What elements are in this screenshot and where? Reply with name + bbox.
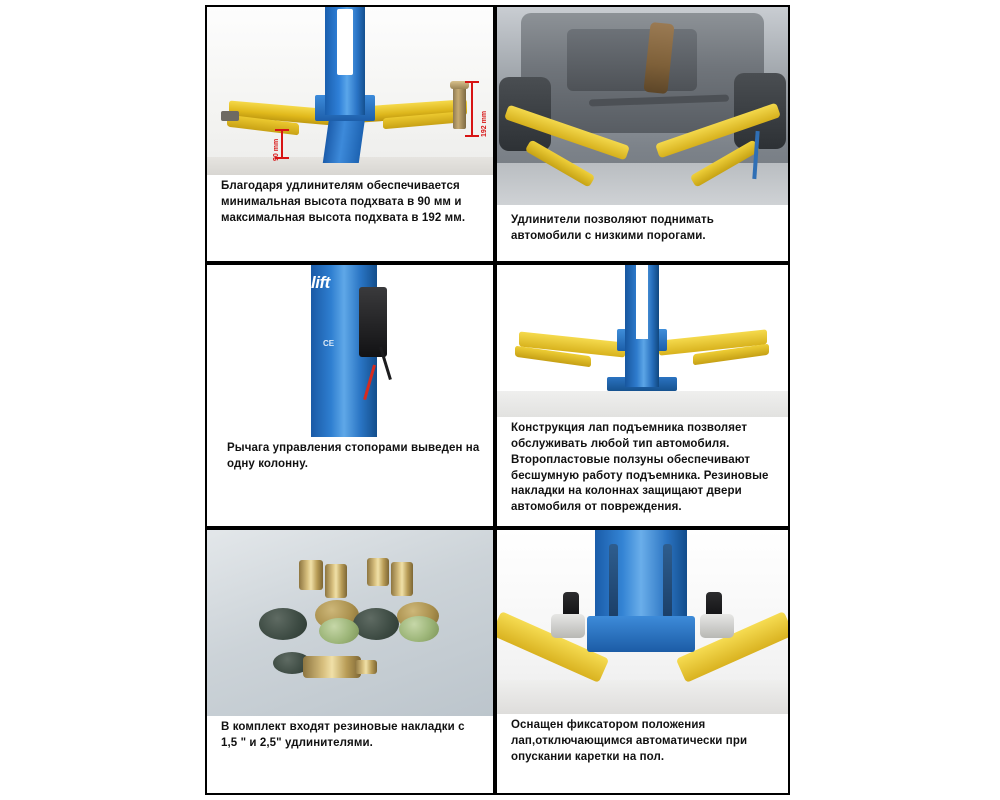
min-pickup-height-dimension: 90 mm xyxy=(273,138,280,161)
feature-caption-6: Оснащен фиксатором положения лап,отключающимся автоматически при опускании каретки на пол. xyxy=(511,719,748,763)
feature-panel-3 xyxy=(205,263,495,528)
ce-marking-label: CE xyxy=(323,339,335,348)
feature-panel-5 xyxy=(205,528,495,795)
max-pickup-height-dimension: 192 mm xyxy=(481,110,488,137)
arm-restraint-close-up-image xyxy=(497,530,788,714)
feature-panel-6 xyxy=(495,528,790,795)
feature-panel-grid xyxy=(205,5,790,795)
brand-logo-text: lift xyxy=(311,273,330,292)
rubber-pads-and-extenders-kit-image xyxy=(207,530,493,716)
car-underside-on-lift-image xyxy=(497,7,788,205)
feature-panel-2 xyxy=(495,5,790,263)
lock-release-lever-on-column-image xyxy=(207,265,493,437)
feature-caption-4: Конструкция лап подъемника позволяет обслуживать любой тип автомобиля. Второпластовые ползуны обеспечивают бесшумную работу подъемника. Резиновые накладки на колоннах защищают двери автомобиля от повреждения. xyxy=(511,422,769,514)
feature-caption-1: Благодаря удлинителям обеспечивается минимальная высота подхвата в 90 мм и максимальная высота подхвата в 192 мм. xyxy=(221,180,466,224)
lift-arms-front-view-image xyxy=(497,265,788,417)
feature-panel-1 xyxy=(205,5,495,263)
lift-arm-extenders-with-dimensions-image xyxy=(207,7,493,175)
feature-caption-2: Удлинители позволяют поднимать автомобили с низкими порогами. xyxy=(511,214,714,242)
feature-caption-3: Рычага управления стопорами выведен на одну колонну. xyxy=(227,442,480,470)
feature-caption-5: В комплект входят резиновые накладки с 1,5 " и 2,5" удлинителями. xyxy=(221,721,465,749)
feature-panel-4 xyxy=(495,263,790,528)
